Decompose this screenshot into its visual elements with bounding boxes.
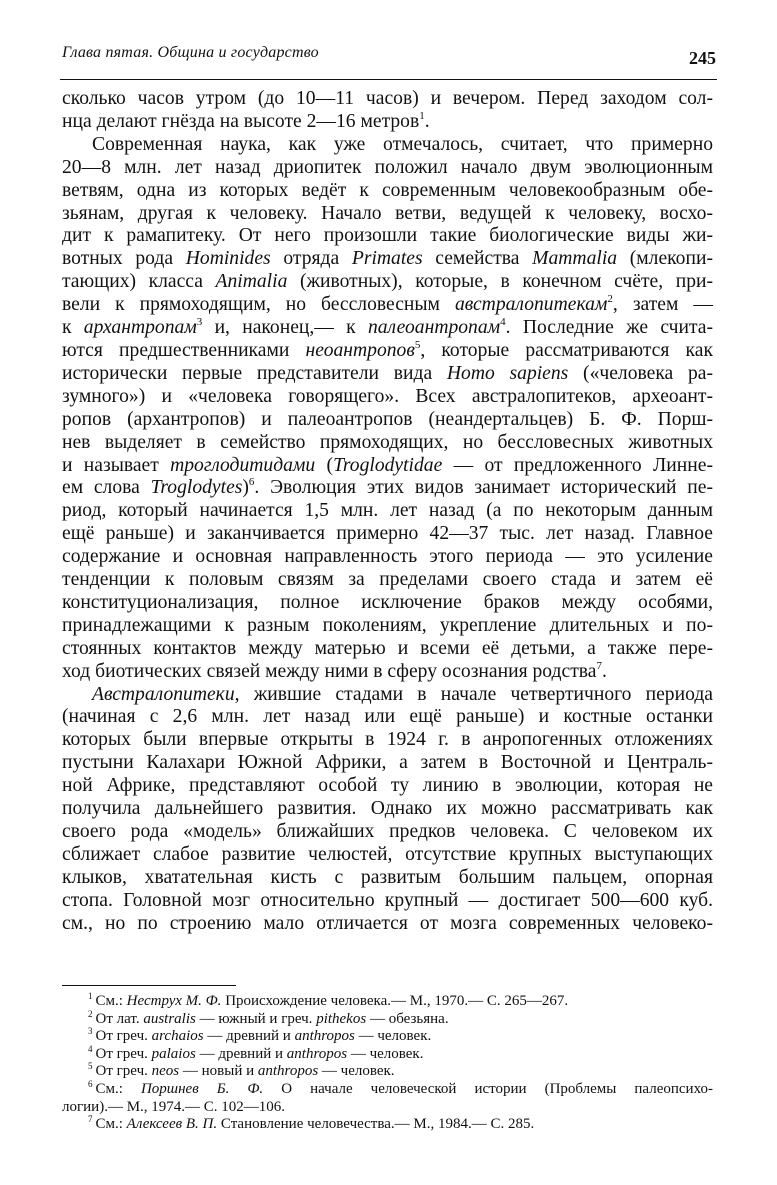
- footnote-ref: 2: [607, 293, 613, 306]
- text-line: стоянных контактов между матерью и всеми её детьми, а также пере-: [62, 637, 713, 659]
- text-line: [62, 271, 713, 294]
- footnote-ref: 1: [419, 109, 425, 122]
- text-line: своего рода «модель» ближайших предков человека. С человеком их: [62, 821, 713, 842]
- footnote-ref: 3: [196, 316, 203, 329]
- running-title: Глава пятая. Община и государство: [62, 44, 319, 61]
- text-line: [62, 455, 713, 478]
- text-line: сближает слабое развитие челюстей, отсутствие крупных выступающих: [62, 843, 713, 865]
- text-span: вели к прямоходящим, но бессловесным: [62, 294, 455, 316]
- footnote-ref: 4: [500, 316, 506, 329]
- term: троглодитидами: [170, 454, 316, 476]
- footnote-number: 5: [88, 1061, 93, 1072]
- text-line: [62, 248, 713, 271]
- text-line: клыков, хватательная кисть с развитым большим пальцем, опорная: [62, 866, 713, 888]
- text-line: дит к рамапитеку. От него произошли такие биологические виды жи-: [62, 225, 713, 247]
- text-span: ): [242, 477, 249, 499]
- paragraph-3: [62, 684, 713, 936]
- text-line: риод, который начинается 1,5 млн. лет назад (а по некоторым данным: [62, 500, 713, 522]
- latin-term: pithekos: [316, 1010, 367, 1027]
- term: неоантропов: [305, 339, 415, 361]
- text-span: От греч.: [95, 1045, 152, 1062]
- text-line: 20—8 млн. лет назад дриопитек положил начало двум эволюционным: [62, 156, 713, 178]
- text-span: От лат.: [95, 1010, 144, 1027]
- text-span: См.:: [95, 993, 127, 1009]
- text-span: к: [62, 317, 84, 339]
- paragraph-1: [62, 88, 713, 134]
- text-line: [62, 477, 713, 500]
- latin-term: Hominides: [185, 248, 271, 270]
- header-rule: [60, 79, 717, 80]
- term: австралопитекам: [454, 294, 608, 316]
- text-span: ход биотических связей между ними в сферу осознания родства: [62, 660, 597, 682]
- term: палеоантропам: [367, 317, 501, 339]
- footnote-5: [62, 1063, 713, 1081]
- text-span: (млекопи-: [617, 248, 713, 270]
- text-line: содержание и основная направленность этого периода — это усиление: [62, 546, 713, 568]
- text-span: Происхождение человека.— М., 1970.— С. 265—267.: [221, 993, 569, 1009]
- text-span: (: [315, 454, 334, 476]
- paragraph-2: [62, 134, 713, 684]
- latin-term: anthropos: [257, 1063, 319, 1080]
- text-span: , затем —: [612, 294, 713, 316]
- text-span: — от предложенного Линне-: [442, 454, 713, 476]
- text-span: семейства: [422, 248, 533, 270]
- latin-term: Homo sapiens: [446, 362, 569, 384]
- footnote-6-continuation: логии).— М., 1974.— С. 102—106.: [62, 1098, 286, 1115]
- text-line: [62, 684, 713, 707]
- footnote-rule: [62, 985, 236, 986]
- text-span: — древний и: [195, 1045, 287, 1062]
- footnote-3: [62, 1028, 713, 1046]
- latin-term: archaios: [151, 1028, 204, 1045]
- text-line: ропов (архантропов) и палеоантропов (неандертальцев) Б. Ф. Порш-: [62, 408, 713, 430]
- text-line: зьянам, другая к человеку. Начало ветви, ведущей к человеку, восхо-: [62, 202, 713, 224]
- latin-term: Animalia: [215, 271, 288, 293]
- text-line: нца делают гнёзда на высоте 2—16 метров$^1$.: [62, 109, 430, 132]
- footnote-7: [62, 1116, 713, 1134]
- text-span: (животных), которые, в конечном счёте, при-: [287, 271, 713, 293]
- footnote-number: 3: [88, 1026, 93, 1037]
- footnote-6: [62, 1078, 713, 1099]
- text-line: [62, 294, 713, 317]
- latin-term: Primates: [351, 248, 423, 270]
- text-line: (начиная с 2,6 млн. лет назад или ещё раньше) и костные останки: [62, 706, 713, 728]
- text-span: ются предшественниками: [62, 339, 306, 361]
- text-span: и, наконец,— к: [202, 317, 368, 339]
- text-span: — человек.: [354, 1028, 432, 1045]
- text-line: конституционализация, полное исключение браков между особями,: [62, 591, 713, 613]
- latin-term: Mammalia: [532, 248, 618, 270]
- text-span: — древний и: [203, 1028, 295, 1045]
- text-span: отряда: [270, 248, 352, 270]
- text-span: вотных рода: [62, 248, 186, 270]
- text-line: ещё раньше) и заканчивается примерно 42—37 тыс. лет назад. Главное: [62, 523, 713, 545]
- text-line: ветвям, одна из которых ведёт к современным человекообразным обе-: [62, 179, 713, 201]
- text-line: см., но по строению мало отличается от мозга современных человеко-: [62, 912, 713, 934]
- term: Австралопитеки: [92, 683, 235, 705]
- text-line: [62, 661, 713, 684]
- text-line: [62, 317, 713, 340]
- latin-term: Troglodytes: [150, 477, 243, 499]
- footnote-1: [62, 993, 713, 1011]
- footnotes: [62, 993, 713, 1134]
- footnote-ref: 7: [596, 659, 602, 672]
- text-span: — человек.: [318, 1063, 395, 1080]
- text-span: . Последние же счита-: [505, 317, 713, 339]
- latin-term: palaios: [151, 1045, 196, 1062]
- latin-term: Troglodytidae: [333, 454, 443, 476]
- text-line: тенденции к половым связям за пределами своего стада и затем её: [62, 569, 713, 591]
- footnote-number: 6: [88, 1078, 93, 1089]
- text-line: [62, 340, 713, 363]
- author-name: Алексеев В. П.: [126, 1116, 218, 1133]
- text-span: — новый и: [179, 1063, 258, 1080]
- text-line: нев выделяет в семейство прямоходящих, но бессловесных животных: [62, 431, 713, 453]
- text-span: — обезьяна.: [366, 1010, 449, 1027]
- latin-term: australis: [143, 1010, 196, 1027]
- text-line: сколько часов утром (до 10—11 часов) и вечером. Перед заходом сол-: [62, 88, 713, 109]
- text-line: стопа. Головной мозг относительно крупный — достигает 500—600 куб.: [62, 889, 713, 911]
- text-span: — южный и греч.: [195, 1010, 317, 1027]
- footnote-2: [62, 1008, 713, 1029]
- latin-term: neos: [151, 1063, 180, 1080]
- text-span: , которые рассматриваются как: [420, 339, 713, 361]
- footnote-number: 1: [88, 991, 93, 1001]
- footnote-number: 7: [88, 1114, 93, 1125]
- footnote-number: 2: [88, 1008, 93, 1019]
- latin-term: anthropos: [286, 1045, 348, 1062]
- text-span: О начале человеческой истории (Проблемы палеопсихо-: [263, 1080, 713, 1097]
- text-span: Становление человечества.— М., 1984.— С. 285.: [217, 1116, 535, 1133]
- text-span: См.:: [95, 1116, 127, 1133]
- text-span: От греч.: [95, 1028, 152, 1045]
- text-line: которых были впервые открыты в 1924 г. в анропогенных отложениях: [62, 729, 713, 751]
- text-span: .: [601, 660, 607, 682]
- main-text: [62, 88, 713, 936]
- footnote-4: [62, 1043, 713, 1064]
- text-line: Современная наука, как уже отмечалось, считает, что примерно: [92, 133, 713, 155]
- text-span: . Эволюция этих видов занимает исторический пе-: [254, 477, 713, 499]
- text-line: принадлежащими к разным поколениям, укрепление длительных и по-: [62, 614, 713, 636]
- text-span: («человека ра-: [568, 362, 714, 384]
- text-line: зумного») и «человека говорящего». Всех австралопитеков, археоант-: [62, 385, 713, 407]
- text-span: ем слова: [62, 477, 151, 499]
- footnote-number: 4: [88, 1043, 93, 1054]
- page-number: 245: [689, 48, 716, 68]
- text-span: От греч.: [95, 1063, 152, 1080]
- footnote-ref: 5: [414, 338, 421, 351]
- text-line: [62, 363, 713, 386]
- footnote-ref: 6: [248, 476, 255, 489]
- latin-term: anthropos: [294, 1028, 355, 1045]
- text-span: нца делают гнёзда на высоте 2—16 метров: [62, 110, 420, 132]
- text-line: пустыни Калахари Южной Африки, а затем в Восточной и Централь-: [62, 752, 713, 774]
- text-span: и называет: [62, 454, 171, 476]
- term: архантропам: [83, 317, 197, 339]
- text-span: — человек.: [347, 1045, 424, 1062]
- text-span: , жившие стадами в начале четвертичного периода: [234, 683, 713, 705]
- text-span: исторически первые представители вида: [62, 362, 447, 384]
- author-name: Поршнев Б. Ф.: [140, 1080, 264, 1097]
- text-span: тающих) класса: [62, 271, 216, 293]
- text-line: ной Африке, представляют особой ту линию в эволюции, которая не: [62, 775, 713, 797]
- author-name: Неструх М. Ф.: [126, 993, 222, 1009]
- text-span: См.:: [95, 1080, 141, 1097]
- text-line: получила дальнейшего развития. Однако их можно рассматривать как: [62, 798, 713, 820]
